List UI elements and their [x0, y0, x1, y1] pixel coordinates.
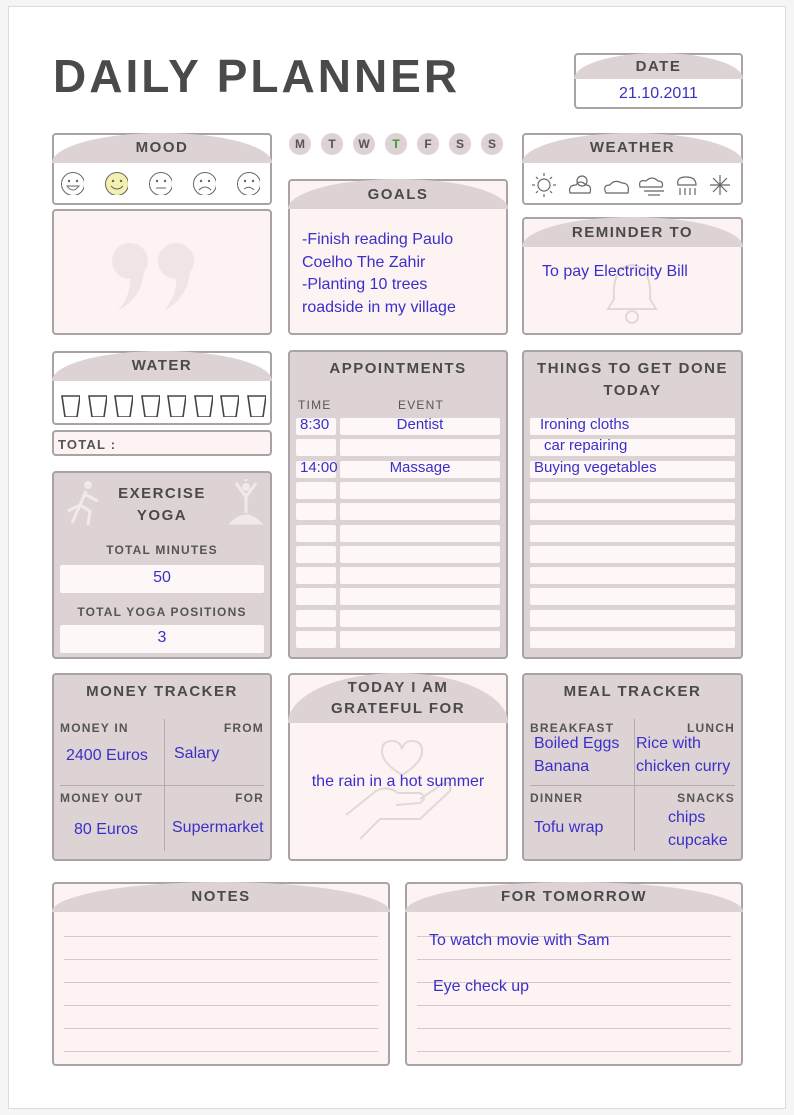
- appointment-event[interactable]: [340, 458, 500, 478]
- water-panel: [52, 351, 272, 425]
- grateful-panel: [288, 673, 508, 861]
- reminder-panel: [522, 217, 743, 335]
- notes-line: [64, 959, 378, 960]
- appointment-event[interactable]: [340, 546, 500, 563]
- yoga-positions-label: TOTAL YOGA POSITIONS: [77, 605, 247, 619]
- todo-title-line1: THINGS TO GET DONE: [537, 360, 728, 377]
- todo-item[interactable]: [530, 588, 735, 605]
- water-cup-icon[interactable]: [113, 393, 133, 417]
- event-header: EVENT: [398, 398, 445, 412]
- cloud-icon: [605, 181, 629, 193]
- goal-line[interactable]: -Finish reading Paulo: [302, 231, 454, 248]
- appointment-time[interactable]: [296, 631, 336, 648]
- yoga-positions-field[interactable]: [60, 625, 264, 653]
- appointment-time[interactable]: [296, 588, 336, 605]
- snacks-item[interactable]: cupcake: [668, 832, 728, 849]
- appointment-time-text: 14:00: [300, 458, 338, 476]
- date-panel: [574, 53, 743, 109]
- weather-label: WEATHER: [589, 139, 676, 156]
- water-cup-icon[interactable]: [219, 393, 239, 417]
- page-title: DAILY PLANNER: [53, 50, 461, 102]
- from-label: FROM: [223, 721, 264, 735]
- weekday-3[interactable]: T: [385, 133, 407, 155]
- yoga-positions-value: 3: [157, 629, 167, 646]
- water-cup-icon[interactable]: [140, 393, 160, 417]
- goal-line[interactable]: roadside in my village: [302, 299, 456, 316]
- appointment-time[interactable]: [296, 525, 336, 542]
- reminder-label: REMINDER TO: [571, 224, 694, 241]
- sun-cloud-icon: [570, 176, 591, 193]
- appointment-event[interactable]: [340, 588, 500, 605]
- tomorrow-line: [417, 959, 731, 960]
- appointment-event[interactable]: [340, 525, 500, 542]
- tomorrow-line: [417, 1005, 731, 1006]
- grateful-text[interactable]: the rain in a hot summer: [311, 773, 485, 790]
- date-label: DATE: [635, 58, 682, 75]
- money-in-label: MONEY IN: [60, 721, 129, 735]
- money-panel: [52, 673, 272, 861]
- appointment-event[interactable]: [340, 503, 500, 520]
- date-value[interactable]: 21.10.2011: [619, 85, 698, 102]
- exercise-panel: [52, 471, 272, 659]
- todo-item[interactable]: [530, 567, 735, 584]
- weekday-5[interactable]: S: [449, 133, 471, 155]
- weekday-4[interactable]: F: [417, 133, 439, 155]
- exercise-title: EXERCISE: [118, 485, 206, 502]
- appointment-event-text: Massage: [389, 458, 451, 476]
- appointment-time[interactable]: [296, 418, 336, 435]
- rain-icon: [678, 177, 696, 195]
- quote-box: [52, 209, 272, 335]
- sad-face-icon[interactable]: [192, 171, 216, 195]
- appointment-time[interactable]: [296, 439, 336, 456]
- todo-item[interactable]: [530, 418, 735, 435]
- water-cup-icon[interactable]: [193, 393, 213, 417]
- weekday-1[interactable]: T: [321, 133, 343, 155]
- snow-icon: [710, 175, 730, 195]
- goal-line[interactable]: -Planting 10 trees: [302, 276, 428, 293]
- snacks-label: SNACKS: [677, 791, 735, 805]
- hand-heart-icon: [340, 735, 460, 855]
- money-out-label: MONEY OUT: [60, 791, 144, 805]
- tomorrow-panel: [405, 882, 743, 1066]
- notes-line: [64, 1028, 378, 1029]
- todo-item-text: car repairing: [544, 437, 628, 455]
- upset-face-icon[interactable]: [236, 171, 260, 195]
- goals-label: GOALS: [367, 186, 429, 203]
- water-total-label: TOTAL :: [58, 437, 117, 452]
- smiling-face-icon[interactable]: [104, 171, 128, 195]
- lunch-label: LUNCH: [687, 721, 735, 735]
- todo-item-text: Buying vegetables: [534, 458, 657, 476]
- notes-label: NOTES: [191, 888, 251, 905]
- todo-item[interactable]: [530, 546, 735, 563]
- grateful-title-line2: GRATEFUL FOR: [330, 700, 466, 717]
- meal-panel: [522, 673, 743, 861]
- yoga-title: YOGA: [136, 507, 188, 524]
- water-cup-icon[interactable]: [87, 393, 107, 417]
- money-label: MONEY TRACKER: [86, 683, 238, 700]
- appointment-time[interactable]: [296, 458, 338, 478]
- dinner-item[interactable]: Tofu wrap: [534, 819, 604, 836]
- tomorrow-item[interactable]: To watch movie with Sam: [429, 932, 610, 949]
- weather-icons: [530, 171, 738, 199]
- breakfast-item[interactable]: Boiled Eggs: [534, 735, 620, 752]
- appointment-event[interactable]: [340, 439, 500, 456]
- weekday-0[interactable]: M: [289, 133, 311, 155]
- wind-rain-icon: [640, 178, 664, 195]
- notes-line: [64, 982, 378, 983]
- tomorrow-line: [417, 1051, 731, 1052]
- todo-item[interactable]: [530, 610, 735, 627]
- total-minutes-label: TOTAL MINUTES: [106, 543, 218, 557]
- money-out-value[interactable]: 80 Euros: [74, 821, 139, 838]
- notes-line: [64, 1005, 378, 1006]
- appointment-time-text: 8:30: [300, 416, 330, 433]
- todo-item[interactable]: [530, 439, 735, 456]
- appointment-event[interactable]: [340, 631, 500, 648]
- tomorrow-line: [417, 1028, 731, 1029]
- appointment-time[interactable]: [296, 567, 336, 584]
- total-minutes-field[interactable]: [60, 565, 264, 593]
- water-total: [52, 430, 272, 456]
- appointment-event[interactable]: [340, 482, 500, 499]
- lunch-item[interactable]: Rice with: [636, 735, 701, 752]
- meal-label: MEAL TRACKER: [563, 683, 702, 700]
- water-label: WATER: [131, 357, 193, 374]
- goal-line[interactable]: Coelho The Zahir: [302, 254, 426, 271]
- snacks-item[interactable]: chips: [668, 809, 706, 826]
- todo-item[interactable]: [530, 503, 735, 520]
- dinner-label: DINNER: [530, 791, 584, 805]
- lunch-item[interactable]: chicken curry: [636, 758, 731, 775]
- appointment-time[interactable]: [296, 482, 336, 499]
- breakfast-item[interactable]: Banana: [534, 758, 590, 775]
- for-label: FOR: [235, 791, 264, 805]
- appointment-time[interactable]: [296, 610, 336, 627]
- appointments-panel: [288, 350, 508, 659]
- grateful-title-line1: TODAY I AM: [347, 679, 449, 696]
- weekday-2[interactable]: W: [353, 133, 375, 155]
- todo-item-text: Ironing cloths: [540, 416, 630, 433]
- todo-item[interactable]: [530, 482, 735, 499]
- water-cup-icon[interactable]: [60, 393, 80, 417]
- notes-panel: [52, 882, 390, 1066]
- tomorrow-item[interactable]: Eye check up: [433, 978, 530, 995]
- laughing-face-icon[interactable]: [60, 171, 84, 195]
- appointment-time[interactable]: [296, 503, 336, 520]
- quote-icon: [106, 237, 206, 317]
- for-value[interactable]: Supermarket: [172, 819, 264, 836]
- appointments-label: APPOINTMENTS: [329, 360, 467, 377]
- sun-icon: [532, 173, 556, 197]
- notes-line: [64, 1051, 378, 1052]
- tomorrow-label: FOR TOMORROW: [500, 888, 648, 905]
- todo-item[interactable]: [530, 525, 735, 542]
- planner-page: [8, 6, 786, 1109]
- todo-item[interactable]: [530, 458, 735, 478]
- todo-item[interactable]: [530, 631, 735, 648]
- todo-title-line2: TODAY: [603, 382, 662, 399]
- appointment-event[interactable]: [340, 418, 500, 435]
- goals-panel: [288, 179, 508, 335]
- notes-line: [64, 936, 378, 937]
- weather-panel: [522, 133, 743, 205]
- appointment-event[interactable]: [340, 610, 500, 627]
- money-in-value[interactable]: 2400 Euros: [66, 747, 148, 764]
- appointment-event-text: Dentist: [396, 416, 444, 433]
- todo-panel: [522, 350, 743, 659]
- from-value[interactable]: Salary: [174, 745, 220, 762]
- mood-label: MOOD: [135, 139, 189, 156]
- mood-panel: [52, 133, 272, 205]
- breakfast-label: BREAKFAST: [530, 721, 615, 735]
- time-header: TIME: [298, 398, 332, 412]
- reminder-text[interactable]: To pay Electricity Bill: [542, 263, 688, 280]
- neutral-face-icon[interactable]: [148, 171, 172, 195]
- water-cup-icon[interactable]: [166, 393, 186, 417]
- total-minutes-value: 50: [153, 569, 171, 586]
- weekday-6[interactable]: S: [481, 133, 503, 155]
- water-cup-icon[interactable]: [246, 393, 266, 417]
- appointment-event[interactable]: [340, 567, 500, 584]
- appointment-time[interactable]: [296, 546, 336, 563]
